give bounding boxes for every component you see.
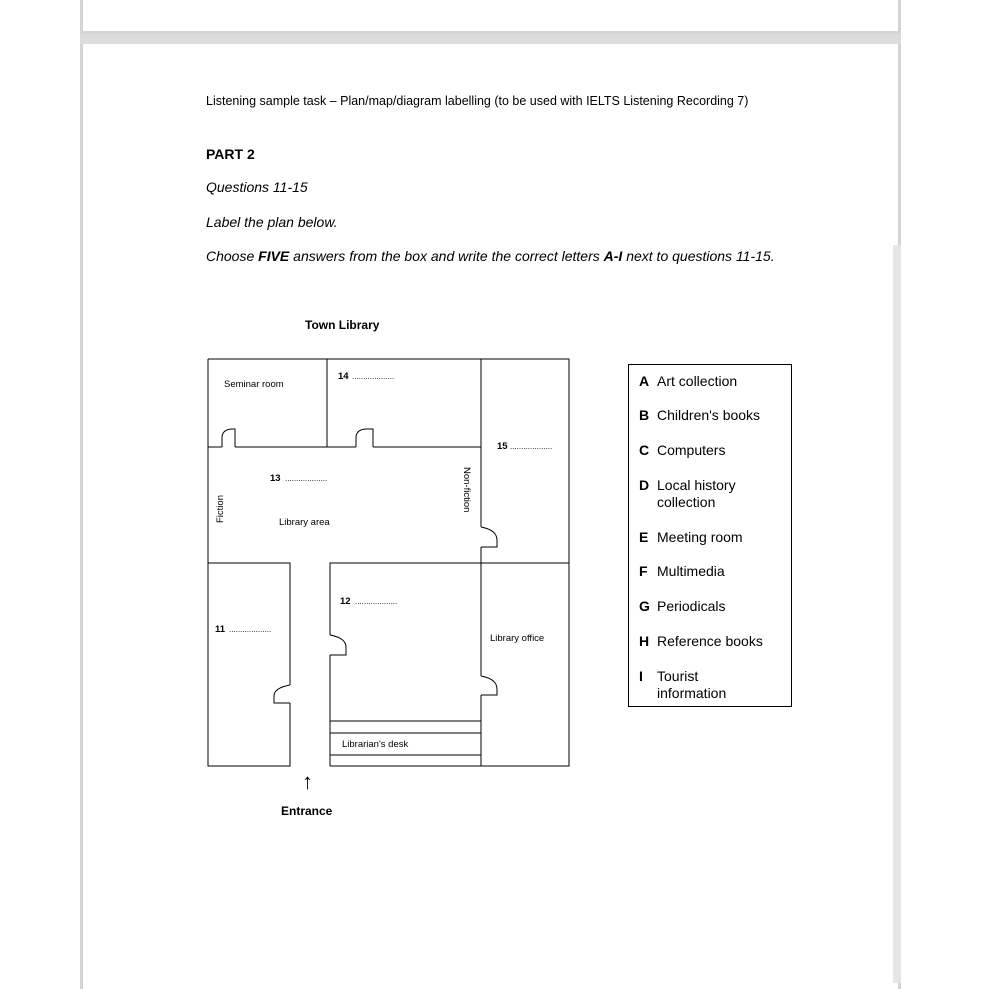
- option-text: Children's books: [657, 407, 761, 423]
- instruction-letters: A-I: [603, 248, 623, 264]
- option-text: Art collection: [657, 373, 738, 389]
- q14-blank: ...................: [352, 372, 395, 381]
- part-heading: PART 2: [206, 146, 255, 162]
- door-room-14: [356, 429, 373, 447]
- librarians-desk-label: Librarian's desk: [342, 739, 409, 750]
- instruction-five: FIVE: [258, 248, 290, 264]
- option-text: Periodicals: [657, 598, 726, 614]
- q13-number: 13: [270, 473, 281, 484]
- room-12-walls: [330, 563, 481, 766]
- option-text: Multimedia: [657, 563, 725, 579]
- q14-number: 14: [338, 371, 349, 382]
- seminar-room-label: Seminar room: [224, 379, 284, 390]
- q12-blank: ...................: [355, 597, 398, 606]
- door-non-fiction: [481, 527, 497, 547]
- q11-blank: ...................: [229, 625, 272, 634]
- option-g: [639, 598, 725, 615]
- option-d: [639, 477, 757, 511]
- instruction-label: Label the plan below.: [206, 214, 338, 230]
- option-text: Computers: [657, 442, 726, 458]
- door-seminar: [222, 429, 235, 447]
- option-e: [639, 529, 743, 546]
- answer-options-box: [628, 364, 792, 707]
- q13-blank: ...................: [285, 474, 328, 483]
- option-letter: G: [639, 598, 650, 614]
- instruction-mid: answers from the box and write the correct letters: [289, 248, 604, 264]
- option-b: [639, 407, 760, 424]
- option-c: [639, 442, 725, 459]
- non-fiction-label: Non-fiction: [461, 467, 472, 513]
- fiction-label: Fiction: [215, 495, 226, 523]
- option-text: Meeting room: [657, 529, 743, 545]
- room-11: [208, 563, 290, 766]
- option-text: Reference books: [657, 633, 763, 649]
- q12-number: 12: [340, 596, 351, 607]
- q15-number: 15: [497, 441, 508, 452]
- plan-title: Town Library: [305, 318, 380, 332]
- door-library-office: [481, 676, 497, 695]
- question-range: Questions 11-15: [206, 179, 308, 195]
- option-f: [639, 563, 725, 580]
- option-letter: A: [639, 373, 650, 389]
- library-area-label: Library area: [279, 517, 330, 528]
- option-letter: F: [639, 563, 648, 579]
- option-text: Tourist information: [657, 668, 727, 701]
- option-text: Local history collection: [657, 477, 736, 510]
- entrance-label: Entrance: [281, 804, 333, 818]
- q15-blank: ...................: [510, 442, 553, 451]
- option-letter: I: [639, 668, 643, 684]
- instruction-pre: Choose: [206, 248, 259, 264]
- library-office-label: Library office: [490, 633, 545, 644]
- q11-number: 11: [215, 624, 226, 635]
- door-room-11: [274, 685, 290, 703]
- option-h: [639, 633, 763, 650]
- option-i: [639, 668, 757, 702]
- option-a: [639, 373, 737, 390]
- task-header: Listening sample task – Plan/map/diagram labelling (to be used with IELTS Listening Recording 7): [206, 94, 749, 108]
- instruction-post: next to questions 11-15.: [622, 248, 775, 264]
- option-letter: H: [639, 633, 650, 649]
- option-letter: D: [639, 477, 650, 493]
- entrance-arrow-icon: ↑: [302, 769, 313, 794]
- option-letter: E: [639, 529, 649, 545]
- option-letter: B: [639, 407, 650, 423]
- option-letter: C: [639, 442, 650, 458]
- door-room-12: [330, 635, 346, 655]
